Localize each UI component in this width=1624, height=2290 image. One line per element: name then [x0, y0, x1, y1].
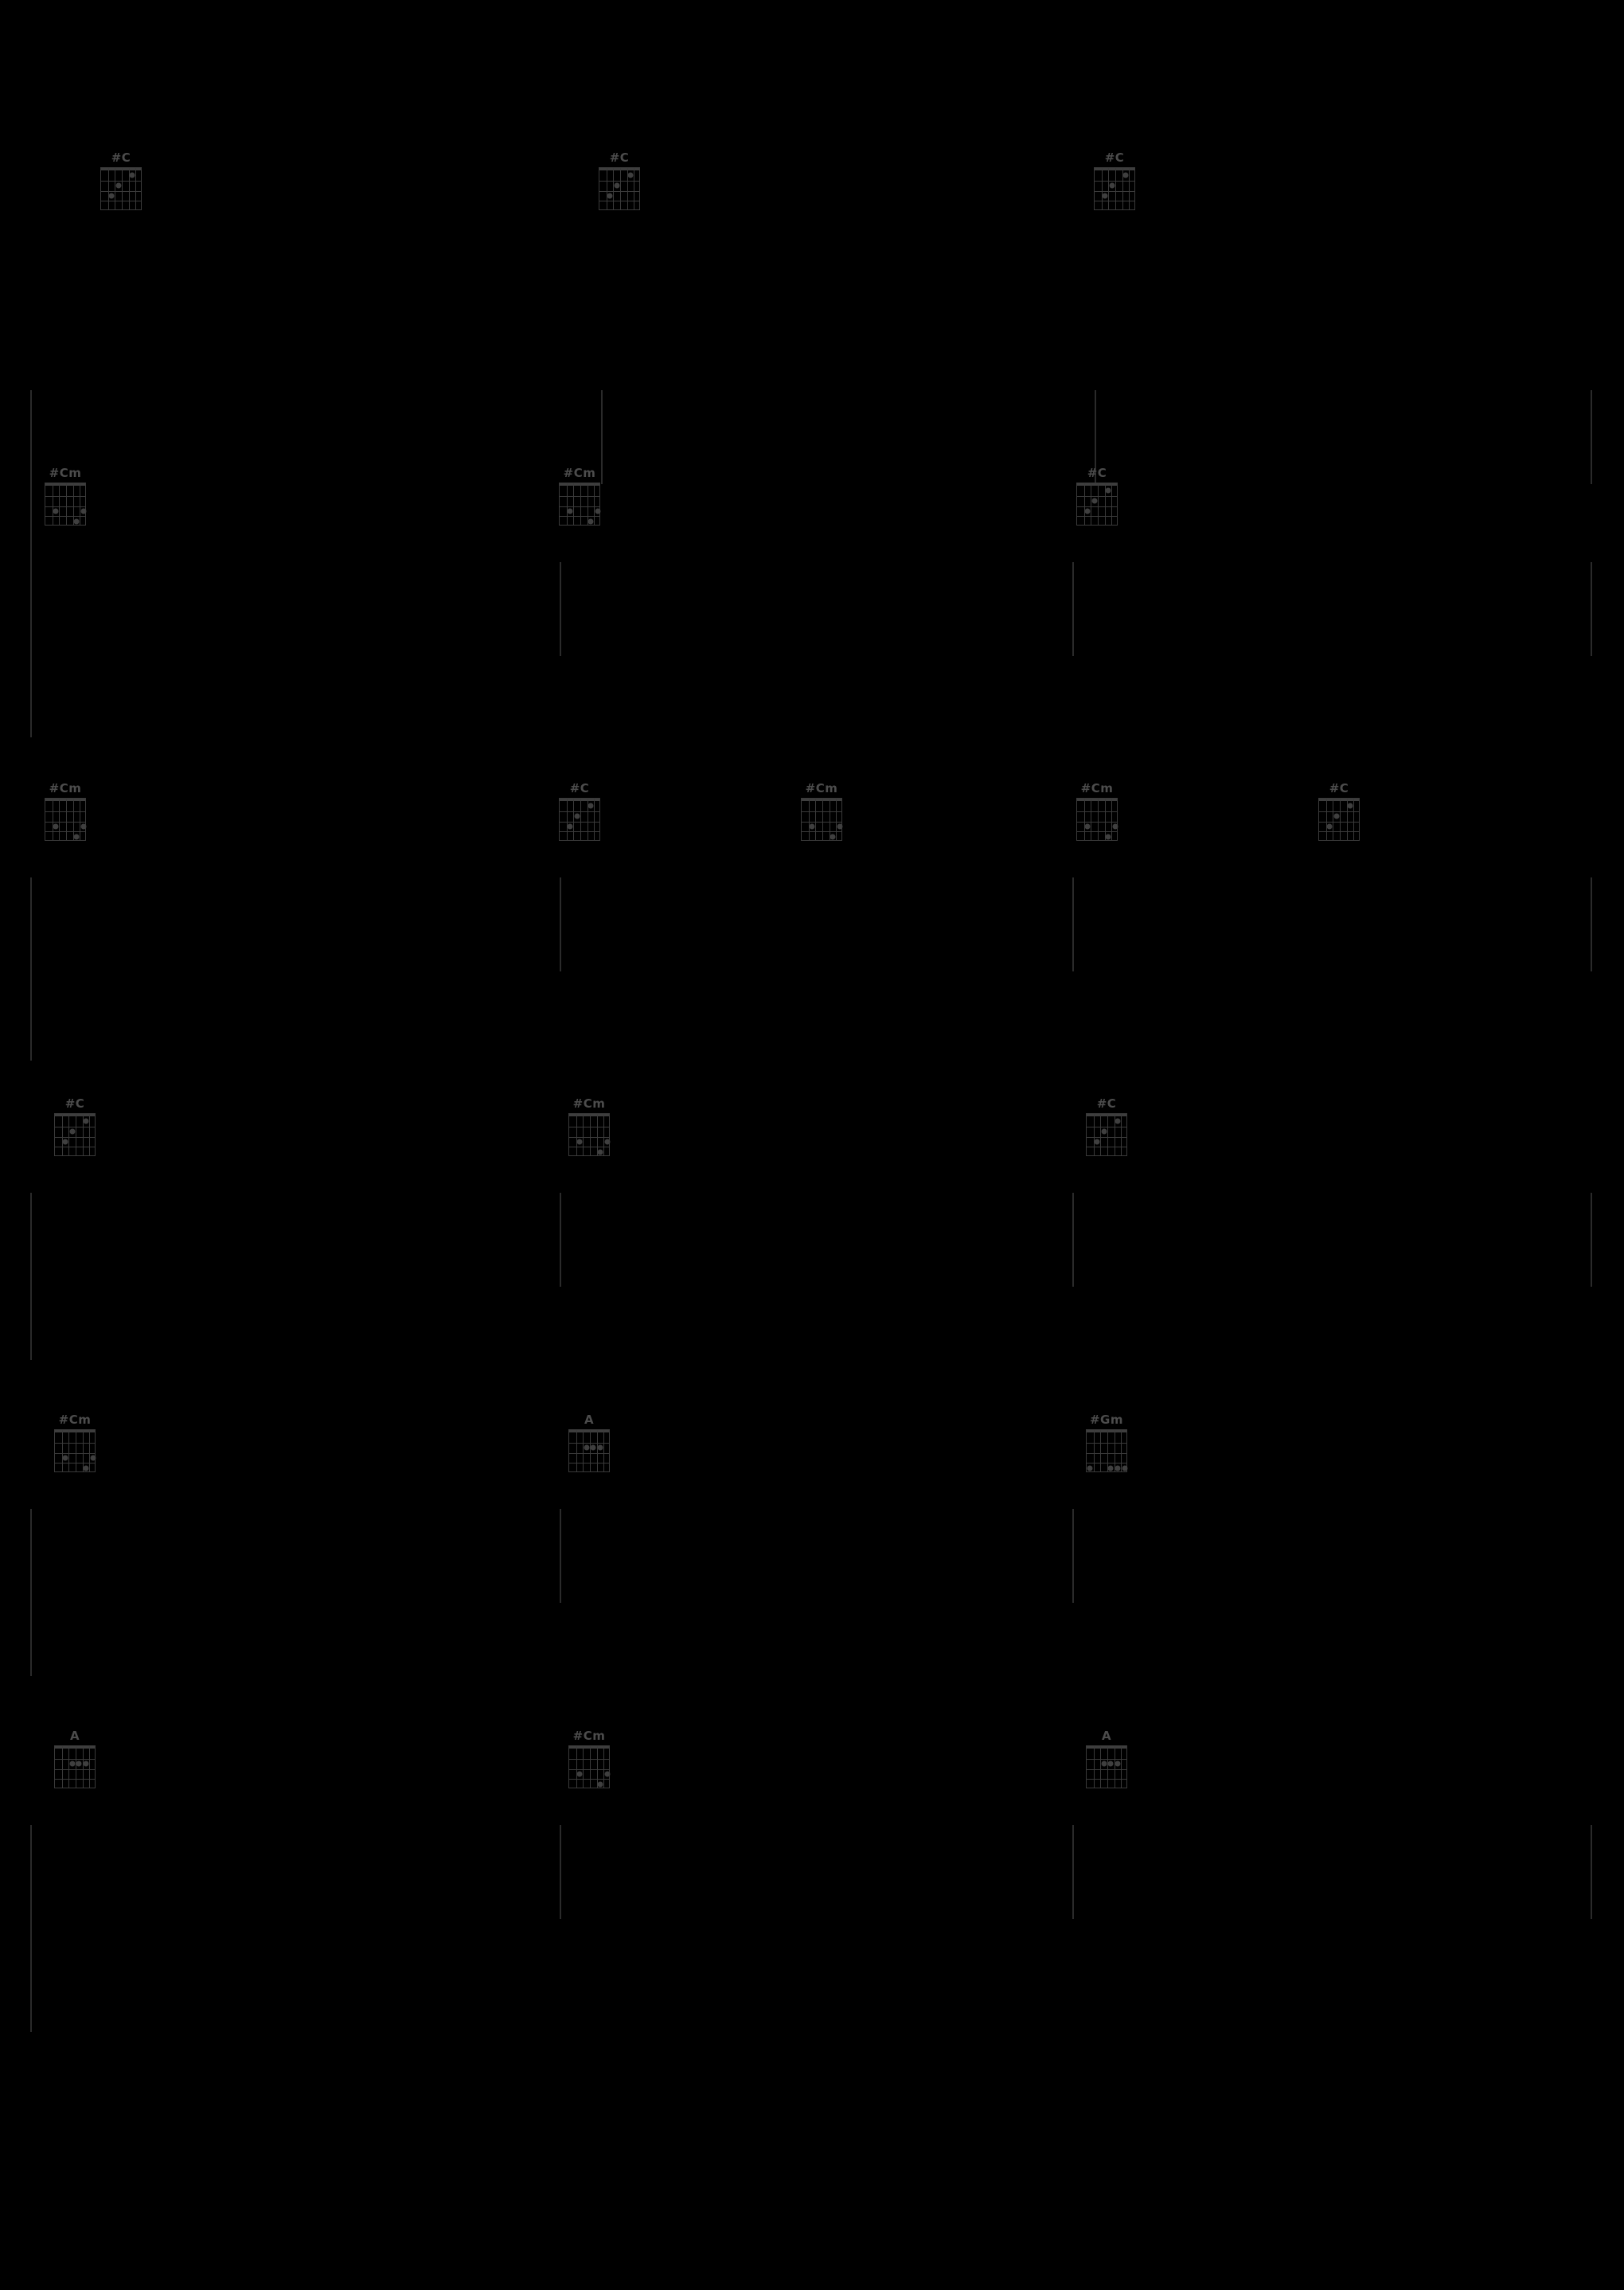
diagram-string — [567, 799, 568, 840]
diagram-dot — [80, 823, 86, 829]
diagram-fret — [45, 811, 85, 812]
diagram-dot — [607, 193, 613, 198]
barline — [1072, 1509, 1074, 1603]
chord-diagram — [1086, 1745, 1127, 1788]
diagram-string — [1326, 799, 1327, 840]
chord-diagram — [568, 1745, 610, 1788]
diagram-dot — [568, 508, 573, 514]
diagram-dot — [84, 1119, 89, 1124]
barline — [1072, 562, 1074, 656]
barline — [1072, 877, 1074, 971]
diagram-fret — [45, 496, 85, 497]
chord-block[interactable] — [565, 1729, 613, 1788]
diagram-string — [68, 1746, 69, 1788]
chord-block[interactable] — [798, 782, 845, 841]
diagram-string — [603, 1114, 604, 1155]
diagram-dot — [830, 834, 836, 839]
diagram-fret — [1087, 1769, 1126, 1770]
diagram-fret — [1319, 822, 1359, 823]
diagram-dot — [115, 183, 121, 189]
chord-block[interactable] — [97, 151, 145, 210]
diagram-string — [620, 168, 621, 209]
diagram-dot — [810, 823, 815, 829]
diagram-dot — [53, 508, 59, 514]
diagram-string — [580, 483, 581, 525]
diagram-string — [1121, 1746, 1122, 1788]
diagram-dot — [614, 183, 619, 189]
diagram-string — [1340, 799, 1341, 840]
diagram-fret — [569, 1443, 609, 1444]
diagram-fret — [560, 822, 599, 823]
diagram-string — [567, 483, 568, 525]
diagram-dot — [584, 1445, 589, 1451]
diagram-string — [59, 483, 60, 525]
chord-label: #C — [1104, 150, 1125, 165]
barline — [560, 1509, 561, 1603]
chord-diagram — [559, 798, 600, 841]
diagram-string — [597, 1430, 598, 1471]
diagram-string — [1094, 1430, 1095, 1471]
diagram-fret — [569, 1137, 609, 1138]
chord-label: #C — [1087, 466, 1107, 480]
chord-block[interactable] — [41, 467, 89, 526]
diagram-dot — [837, 823, 842, 829]
diagram-fret — [802, 811, 841, 812]
chord-block[interactable] — [51, 1729, 99, 1788]
diagram-string — [68, 1114, 69, 1155]
chord-diagram — [1094, 167, 1135, 210]
diagram-fret — [560, 506, 599, 507]
diagram-string — [1111, 483, 1112, 525]
diagram-dot — [1091, 498, 1097, 504]
diagram-string — [89, 1114, 90, 1155]
diagram-fret — [55, 1137, 95, 1138]
diagram-dot — [604, 1771, 610, 1776]
diagram-fret — [569, 1453, 609, 1454]
diagram-string — [1084, 483, 1085, 525]
diagram-dot — [90, 1455, 96, 1460]
diagram-dot — [1085, 823, 1091, 829]
chord-diagram — [45, 483, 86, 526]
chord-label: #C — [111, 150, 131, 165]
chord-block[interactable] — [41, 782, 89, 841]
diagram-string — [1107, 1746, 1108, 1788]
diagram-fret — [1095, 191, 1134, 192]
diagram-string — [576, 1430, 577, 1471]
diagram-dot — [1109, 183, 1115, 189]
chord-diagram — [801, 798, 842, 841]
diagram-fret — [1087, 1443, 1126, 1444]
diagram-fret — [45, 516, 85, 517]
diagram-dot — [84, 1761, 89, 1767]
chord-label: #C — [609, 150, 630, 165]
diagram-string — [576, 1114, 577, 1155]
diagram-string — [66, 799, 67, 840]
diagram-dot — [577, 1771, 583, 1776]
diagram-string — [108, 168, 109, 209]
diagram-fret — [560, 811, 599, 812]
chord-block[interactable] — [1091, 151, 1138, 210]
barline — [30, 1509, 32, 1676]
chord-label: #Cm — [1080, 781, 1114, 795]
diagram-dot — [109, 193, 115, 198]
diagram-dot — [84, 1465, 89, 1471]
diagram-string — [62, 1430, 63, 1471]
barline — [1591, 390, 1592, 484]
diagram-string — [89, 1430, 90, 1471]
diagram-dot — [1123, 173, 1129, 178]
diagram-fret — [55, 1779, 95, 1780]
chord-block[interactable] — [1073, 782, 1121, 841]
diagram-string — [1129, 168, 1130, 209]
chord-block[interactable] — [1315, 782, 1363, 841]
diagram-fret — [802, 822, 841, 823]
diagram-dot — [1101, 1761, 1107, 1767]
diagram-string — [583, 1746, 584, 1788]
chord-diagram — [1076, 798, 1118, 841]
barline — [1591, 1193, 1592, 1287]
chord-label: #Cm — [805, 781, 838, 795]
diagram-string — [603, 1746, 604, 1788]
diagram-fret — [569, 1779, 609, 1780]
chord-block[interactable] — [595, 151, 643, 210]
chord-diagram — [1076, 483, 1118, 526]
diagram-dot — [591, 1445, 596, 1451]
diagram-string — [1115, 168, 1116, 209]
diagram-string — [1121, 1114, 1122, 1155]
chord-block[interactable] — [51, 1413, 99, 1472]
barline — [560, 1825, 561, 1919]
chord-block[interactable] — [565, 1097, 613, 1156]
diagram-dot — [568, 823, 573, 829]
diagram-dot — [69, 1129, 75, 1135]
chord-label: A — [69, 1729, 80, 1743]
diagram-string — [613, 168, 614, 209]
diagram-dot — [604, 1139, 610, 1144]
barline — [1072, 1825, 1074, 1919]
diagram-string — [1100, 1114, 1101, 1155]
barline — [30, 562, 32, 737]
diagram-fret — [101, 181, 141, 182]
barline — [1591, 1825, 1592, 1919]
barline — [1072, 1193, 1074, 1287]
chord-label: #C — [1329, 781, 1349, 795]
diagram-fret — [101, 191, 141, 192]
chord-diagram — [1086, 1429, 1127, 1472]
diagram-fret — [1095, 181, 1134, 182]
diagram-fret — [1077, 506, 1117, 507]
diagram-dot — [1103, 193, 1108, 198]
diagram-string — [1111, 799, 1112, 840]
chord-label: #Cm — [563, 466, 596, 480]
barline — [560, 877, 561, 971]
diagram-dot — [74, 518, 80, 524]
diagram-dot — [1333, 814, 1339, 819]
chord-block[interactable] — [1083, 1729, 1130, 1788]
diagram-string — [62, 1114, 63, 1155]
diagram-fret — [1087, 1759, 1126, 1760]
diagram-string — [1107, 1114, 1108, 1155]
chord-block[interactable] — [1083, 1097, 1130, 1156]
diagram-fret — [1077, 811, 1117, 812]
diagram-fret — [560, 831, 599, 832]
chord-block[interactable] — [565, 1413, 613, 1472]
diagram-fret — [1087, 1453, 1126, 1454]
chord-label: #Cm — [49, 781, 82, 795]
diagram-fret — [1319, 811, 1359, 812]
chord-diagram — [568, 1113, 610, 1156]
chord-label: #Gm — [1089, 1413, 1123, 1427]
diagram-string — [603, 1430, 604, 1471]
diagram-fret — [1077, 831, 1117, 832]
chord-block[interactable] — [51, 1097, 99, 1156]
diagram-fret — [569, 1769, 609, 1770]
chord-diagram — [100, 167, 142, 210]
diagram-fret — [45, 506, 85, 507]
diagram-dot — [1112, 823, 1118, 829]
diagram-dot — [1095, 1139, 1100, 1144]
diagram-string — [122, 168, 123, 209]
diagram-fret — [45, 831, 85, 832]
chord-diagram — [1086, 1113, 1127, 1156]
diagram-fret — [1077, 516, 1117, 517]
diagram-dot — [1101, 1129, 1107, 1135]
barline — [560, 1193, 561, 1287]
diagram-fret — [55, 1453, 95, 1454]
diagram-string — [594, 799, 595, 840]
diagram-string — [1094, 1114, 1095, 1155]
diagram-dot — [1348, 803, 1353, 809]
diagram-dot — [598, 1781, 603, 1787]
chord-label: #Cm — [49, 466, 82, 480]
diagram-fret — [55, 1443, 95, 1444]
diagram-dot — [588, 803, 594, 809]
diagram-string — [1098, 483, 1099, 525]
chord-diagram — [568, 1429, 610, 1472]
diagram-fret — [1087, 1779, 1126, 1780]
chord-label: #Cm — [572, 1096, 606, 1111]
diagram-fret — [599, 191, 639, 192]
diagram-string — [1094, 1746, 1095, 1788]
diagram-string — [83, 1746, 84, 1788]
diagram-dot — [53, 823, 59, 829]
diagram-string — [573, 483, 574, 525]
diagram-dot — [76, 1761, 82, 1767]
chord-label: #C — [64, 1096, 85, 1111]
chord-diagram — [559, 483, 600, 526]
diagram-string — [1100, 1430, 1101, 1471]
diagram-fret — [560, 496, 599, 497]
diagram-string — [836, 799, 837, 840]
chord-diagram — [54, 1113, 96, 1156]
diagram-string — [1098, 799, 1099, 840]
chord-diagram — [599, 167, 640, 210]
diagram-string — [809, 799, 810, 840]
diagram-string — [590, 1430, 591, 1471]
diagram-string — [135, 168, 136, 209]
barline — [1591, 877, 1592, 971]
diagram-dot — [74, 834, 80, 839]
diagram-string — [1084, 799, 1085, 840]
diagram-fret — [802, 831, 841, 832]
diagram-string — [1100, 1746, 1101, 1788]
diagram-dot — [1087, 1465, 1093, 1471]
diagram-dot — [598, 1445, 603, 1451]
chord-label: #Cm — [572, 1729, 606, 1743]
diagram-dot — [1115, 1761, 1121, 1767]
diagram-string — [1108, 168, 1109, 209]
chord-label: #C — [569, 781, 590, 795]
diagram-dot — [63, 1455, 68, 1460]
diagram-dot — [574, 814, 580, 819]
diagram-dot — [69, 1761, 75, 1767]
diagram-dot — [588, 518, 594, 524]
chord-label: #C — [1096, 1096, 1117, 1111]
diagram-string — [59, 799, 60, 840]
diagram-fret — [560, 516, 599, 517]
barline — [560, 562, 561, 656]
diagram-string — [1353, 799, 1354, 840]
diagram-fret — [569, 1759, 609, 1760]
diagram-dot — [63, 1139, 68, 1144]
diagram-string — [590, 1746, 591, 1788]
diagram-fret — [55, 1769, 95, 1770]
diagram-dot — [628, 173, 634, 178]
barline — [30, 1193, 32, 1360]
barline — [30, 1825, 32, 2032]
diagram-string — [89, 1746, 90, 1788]
diagram-dot — [130, 173, 135, 178]
diagram-string — [822, 799, 823, 840]
chord-diagram — [45, 798, 86, 841]
diagram-string — [68, 1430, 69, 1471]
diagram-string — [594, 483, 595, 525]
barline — [1591, 562, 1592, 656]
chord-label: #Cm — [58, 1413, 92, 1427]
diagram-string — [590, 1114, 591, 1155]
chord-label: A — [584, 1413, 595, 1427]
chord-diagram — [1318, 798, 1360, 841]
diagram-string — [583, 1430, 584, 1471]
diagram-fret — [55, 1759, 95, 1760]
diagram-dot — [598, 1149, 603, 1155]
diagram-dot — [1122, 1465, 1127, 1471]
diagram-string — [583, 1114, 584, 1155]
diagram-dot — [1106, 488, 1111, 494]
diagram-dot — [80, 508, 86, 514]
diagram-dot — [595, 508, 600, 514]
diagram-fret — [599, 181, 639, 182]
diagram-dot — [1327, 823, 1333, 829]
diagram-dot — [1085, 508, 1091, 514]
diagram-dot — [1108, 1761, 1114, 1767]
diagram-fret — [1319, 831, 1359, 832]
diagram-string — [66, 483, 67, 525]
diagram-fret — [1077, 822, 1117, 823]
diagram-string — [1102, 168, 1103, 209]
diagram-string — [815, 799, 816, 840]
diagram-string — [580, 799, 581, 840]
chord-label: A — [1101, 1729, 1112, 1743]
barline — [30, 877, 32, 1061]
chord-diagram — [54, 1429, 96, 1472]
diagram-dot — [1115, 1465, 1121, 1471]
diagram-string — [62, 1746, 63, 1788]
diagram-dot — [577, 1139, 583, 1144]
chord-block[interactable] — [556, 467, 603, 526]
diagram-dot — [1106, 834, 1111, 839]
barline — [30, 390, 32, 589]
diagram-fret — [45, 822, 85, 823]
chord-block[interactable] — [1083, 1413, 1130, 1472]
chord-diagram — [54, 1745, 96, 1788]
diagram-string — [573, 799, 574, 840]
diagram-dot — [1115, 1119, 1121, 1124]
chord-block[interactable] — [1073, 467, 1121, 526]
diagram-string — [576, 1746, 577, 1788]
chord-block[interactable] — [556, 782, 603, 841]
diagram-fret — [1087, 1137, 1126, 1138]
diagram-fret — [1077, 496, 1117, 497]
diagram-dot — [1108, 1465, 1114, 1471]
